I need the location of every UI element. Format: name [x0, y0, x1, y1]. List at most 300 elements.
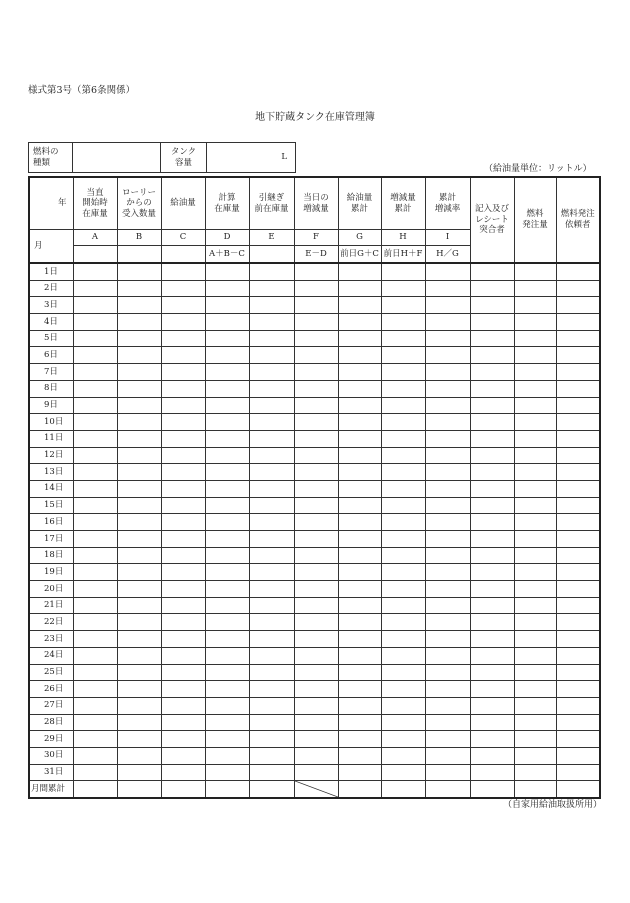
day-cell[interactable]	[249, 480, 294, 497]
day-cell[interactable]	[73, 664, 117, 681]
day-cell[interactable]	[249, 330, 294, 347]
day-cell[interactable]	[338, 397, 381, 414]
day-cell[interactable]	[514, 697, 556, 714]
day-cell[interactable]	[338, 647, 381, 664]
day-cell[interactable]	[205, 414, 249, 431]
day-cell[interactable]	[205, 547, 249, 564]
day-cell[interactable]	[205, 631, 249, 648]
day-cell[interactable]	[73, 297, 117, 314]
day-cell[interactable]	[381, 497, 425, 514]
day-cell[interactable]	[117, 364, 161, 381]
day-cell[interactable]	[556, 414, 600, 431]
day-cell[interactable]	[338, 614, 381, 631]
day-cell[interactable]	[425, 314, 470, 331]
day-cell[interactable]	[470, 447, 514, 464]
day-cell[interactable]	[117, 697, 161, 714]
day-cell[interactable]	[381, 714, 425, 731]
day-cell[interactable]	[205, 664, 249, 681]
day-cell[interactable]	[556, 464, 600, 481]
day-cell[interactable]	[73, 414, 117, 431]
day-cell[interactable]	[205, 531, 249, 548]
day-cell[interactable]	[161, 263, 205, 280]
day-cell[interactable]	[117, 397, 161, 414]
day-cell[interactable]	[161, 731, 205, 748]
day-cell[interactable]	[249, 397, 294, 414]
day-cell[interactable]	[294, 731, 338, 748]
day-cell[interactable]	[117, 347, 161, 364]
day-cell[interactable]	[556, 430, 600, 447]
day-cell[interactable]	[425, 581, 470, 598]
tank-capacity-field[interactable]	[207, 143, 296, 173]
day-cell[interactable]	[161, 714, 205, 731]
day-cell[interactable]	[161, 464, 205, 481]
day-cell[interactable]	[556, 697, 600, 714]
day-cell[interactable]	[294, 263, 338, 280]
day-cell[interactable]	[205, 263, 249, 280]
day-cell[interactable]	[425, 647, 470, 664]
day-cell[interactable]	[73, 263, 117, 280]
day-cell[interactable]	[556, 631, 600, 648]
day-cell[interactable]	[338, 597, 381, 614]
day-cell[interactable]	[294, 647, 338, 664]
day-cell[interactable]	[117, 647, 161, 664]
day-cell[interactable]	[470, 364, 514, 381]
day-cell[interactable]	[556, 514, 600, 531]
day-cell[interactable]	[556, 581, 600, 598]
day-cell[interactable]	[73, 547, 117, 564]
day-cell[interactable]	[294, 347, 338, 364]
day-cell[interactable]	[470, 647, 514, 664]
day-cell[interactable]	[556, 731, 600, 748]
day-cell[interactable]	[381, 597, 425, 614]
day-cell[interactable]	[161, 480, 205, 497]
day-cell[interactable]	[381, 447, 425, 464]
day-cell[interactable]	[161, 747, 205, 764]
day-cell[interactable]	[381, 631, 425, 648]
day-cell[interactable]	[470, 280, 514, 297]
day-cell[interactable]	[514, 314, 556, 331]
day-cell[interactable]	[470, 714, 514, 731]
day-cell[interactable]	[514, 297, 556, 314]
day-cell[interactable]	[514, 497, 556, 514]
day-cell[interactable]	[117, 314, 161, 331]
day-cell[interactable]	[470, 397, 514, 414]
day-cell[interactable]	[161, 514, 205, 531]
fuel-type-value[interactable]	[73, 143, 161, 173]
day-cell[interactable]	[73, 697, 117, 714]
day-cell[interactable]	[425, 297, 470, 314]
day-cell[interactable]	[556, 764, 600, 781]
day-cell[interactable]	[381, 364, 425, 381]
day-cell[interactable]	[294, 614, 338, 631]
day-cell[interactable]	[73, 647, 117, 664]
day-cell[interactable]	[205, 581, 249, 598]
day-cell[interactable]	[381, 263, 425, 280]
day-cell[interactable]	[556, 297, 600, 314]
day-cell[interactable]	[470, 263, 514, 280]
day-cell[interactable]	[73, 447, 117, 464]
day-cell[interactable]	[161, 531, 205, 548]
day-cell[interactable]	[425, 631, 470, 648]
day-cell[interactable]	[338, 631, 381, 648]
day-cell[interactable]	[425, 614, 470, 631]
day-cell[interactable]	[205, 380, 249, 397]
day-cell[interactable]	[161, 280, 205, 297]
day-cell[interactable]	[425, 447, 470, 464]
day-cell[interactable]	[73, 764, 117, 781]
day-cell[interactable]	[161, 447, 205, 464]
day-cell[interactable]	[117, 464, 161, 481]
day-cell[interactable]	[73, 364, 117, 381]
day-cell[interactable]	[470, 631, 514, 648]
day-cell[interactable]	[117, 497, 161, 514]
day-cell[interactable]	[514, 664, 556, 681]
day-cell[interactable]	[205, 747, 249, 764]
day-cell[interactable]	[249, 564, 294, 581]
day-cell[interactable]	[338, 414, 381, 431]
day-cell[interactable]	[338, 330, 381, 347]
day-cell[interactable]	[470, 747, 514, 764]
day-cell[interactable]	[425, 597, 470, 614]
day-cell[interactable]	[381, 731, 425, 748]
day-cell[interactable]	[205, 564, 249, 581]
day-cell[interactable]	[205, 764, 249, 781]
day-cell[interactable]	[73, 747, 117, 764]
day-cell[interactable]	[161, 347, 205, 364]
day-cell[interactable]	[514, 430, 556, 447]
day-cell[interactable]	[425, 280, 470, 297]
day-cell[interactable]	[470, 497, 514, 514]
total-cell[interactable]	[556, 781, 600, 798]
day-cell[interactable]	[514, 681, 556, 698]
day-cell[interactable]	[249, 430, 294, 447]
day-cell[interactable]	[73, 464, 117, 481]
day-cell[interactable]	[117, 747, 161, 764]
day-cell[interactable]	[381, 464, 425, 481]
day-cell[interactable]	[73, 480, 117, 497]
day-cell[interactable]	[117, 564, 161, 581]
day-cell[interactable]	[381, 564, 425, 581]
day-cell[interactable]	[381, 514, 425, 531]
day-cell[interactable]	[556, 647, 600, 664]
day-cell[interactable]	[381, 380, 425, 397]
day-cell[interactable]	[381, 581, 425, 598]
day-cell[interactable]	[117, 731, 161, 748]
day-cell[interactable]	[514, 614, 556, 631]
day-cell[interactable]	[294, 447, 338, 464]
day-cell[interactable]	[556, 447, 600, 464]
day-cell[interactable]	[249, 347, 294, 364]
day-cell[interactable]	[556, 314, 600, 331]
day-cell[interactable]	[117, 547, 161, 564]
day-cell[interactable]	[73, 614, 117, 631]
day-cell[interactable]	[470, 430, 514, 447]
day-cell[interactable]	[161, 414, 205, 431]
day-cell[interactable]	[425, 547, 470, 564]
day-cell[interactable]	[338, 447, 381, 464]
day-cell[interactable]	[161, 581, 205, 598]
day-cell[interactable]	[205, 514, 249, 531]
day-cell[interactable]	[161, 597, 205, 614]
day-cell[interactable]	[294, 397, 338, 414]
day-cell[interactable]	[161, 430, 205, 447]
day-cell[interactable]	[161, 497, 205, 514]
day-cell[interactable]	[73, 430, 117, 447]
day-cell[interactable]	[556, 597, 600, 614]
day-cell[interactable]	[294, 664, 338, 681]
day-cell[interactable]	[117, 380, 161, 397]
day-cell[interactable]	[425, 414, 470, 431]
day-cell[interactable]	[470, 297, 514, 314]
day-cell[interactable]	[338, 380, 381, 397]
day-cell[interactable]	[381, 697, 425, 714]
day-cell[interactable]	[73, 314, 117, 331]
day-cell[interactable]	[556, 614, 600, 631]
day-cell[interactable]	[556, 714, 600, 731]
day-cell[interactable]	[161, 397, 205, 414]
day-cell[interactable]	[161, 380, 205, 397]
day-cell[interactable]	[73, 514, 117, 531]
day-cell[interactable]	[556, 397, 600, 414]
day-cell[interactable]	[294, 564, 338, 581]
day-cell[interactable]	[425, 380, 470, 397]
total-cell[interactable]	[117, 781, 161, 798]
day-cell[interactable]	[556, 497, 600, 514]
day-cell[interactable]	[556, 747, 600, 764]
day-cell[interactable]	[117, 280, 161, 297]
day-cell[interactable]	[425, 681, 470, 698]
total-cell[interactable]	[381, 781, 425, 798]
day-cell[interactable]	[425, 364, 470, 381]
day-cell[interactable]	[425, 714, 470, 731]
day-cell[interactable]	[470, 464, 514, 481]
day-cell[interactable]	[294, 280, 338, 297]
day-cell[interactable]	[425, 664, 470, 681]
day-cell[interactable]	[294, 480, 338, 497]
day-cell[interactable]	[470, 697, 514, 714]
day-cell[interactable]	[294, 581, 338, 598]
day-cell[interactable]	[249, 664, 294, 681]
day-cell[interactable]	[338, 497, 381, 514]
day-cell[interactable]	[249, 280, 294, 297]
day-cell[interactable]	[294, 531, 338, 548]
day-cell[interactable]	[425, 347, 470, 364]
day-cell[interactable]	[425, 697, 470, 714]
day-cell[interactable]	[249, 747, 294, 764]
day-cell[interactable]	[161, 631, 205, 648]
day-cell[interactable]	[161, 664, 205, 681]
day-cell[interactable]	[73, 714, 117, 731]
day-cell[interactable]	[117, 414, 161, 431]
day-cell[interactable]	[205, 364, 249, 381]
day-cell[interactable]	[514, 347, 556, 364]
day-cell[interactable]	[425, 397, 470, 414]
day-cell[interactable]	[470, 597, 514, 614]
day-cell[interactable]	[294, 514, 338, 531]
day-cell[interactable]	[470, 330, 514, 347]
day-cell[interactable]	[249, 714, 294, 731]
day-cell[interactable]	[249, 697, 294, 714]
day-cell[interactable]	[470, 380, 514, 397]
day-cell[interactable]	[161, 330, 205, 347]
day-cell[interactable]	[470, 681, 514, 698]
day-cell[interactable]	[470, 314, 514, 331]
day-cell[interactable]	[381, 430, 425, 447]
day-cell[interactable]	[73, 564, 117, 581]
day-cell[interactable]	[381, 747, 425, 764]
day-cell[interactable]	[556, 380, 600, 397]
day-cell[interactable]	[117, 430, 161, 447]
day-cell[interactable]	[338, 547, 381, 564]
day-cell[interactable]	[381, 681, 425, 698]
day-cell[interactable]	[249, 380, 294, 397]
day-cell[interactable]	[425, 514, 470, 531]
day-cell[interactable]	[338, 280, 381, 297]
day-cell[interactable]	[514, 380, 556, 397]
day-cell[interactable]	[294, 464, 338, 481]
day-cell[interactable]	[117, 581, 161, 598]
day-cell[interactable]	[205, 397, 249, 414]
day-cell[interactable]	[514, 464, 556, 481]
day-cell[interactable]	[425, 531, 470, 548]
day-cell[interactable]	[514, 330, 556, 347]
day-cell[interactable]	[556, 681, 600, 698]
day-cell[interactable]	[556, 330, 600, 347]
day-cell[interactable]	[338, 714, 381, 731]
day-cell[interactable]	[249, 614, 294, 631]
day-cell[interactable]	[381, 647, 425, 664]
day-cell[interactable]	[161, 364, 205, 381]
day-cell[interactable]	[381, 397, 425, 414]
day-cell[interactable]	[205, 597, 249, 614]
day-cell[interactable]	[338, 664, 381, 681]
day-cell[interactable]	[249, 597, 294, 614]
day-cell[interactable]	[73, 397, 117, 414]
day-cell[interactable]	[514, 364, 556, 381]
day-cell[interactable]	[117, 447, 161, 464]
total-cell[interactable]	[514, 781, 556, 798]
day-cell[interactable]	[381, 547, 425, 564]
day-cell[interactable]	[381, 297, 425, 314]
day-cell[interactable]	[73, 280, 117, 297]
day-cell[interactable]	[205, 297, 249, 314]
day-cell[interactable]	[425, 480, 470, 497]
day-cell[interactable]	[249, 447, 294, 464]
day-cell[interactable]	[249, 464, 294, 481]
day-cell[interactable]	[294, 314, 338, 331]
day-cell[interactable]	[205, 430, 249, 447]
day-cell[interactable]	[425, 747, 470, 764]
day-cell[interactable]	[117, 681, 161, 698]
day-cell[interactable]	[73, 347, 117, 364]
day-cell[interactable]	[161, 764, 205, 781]
day-cell[interactable]	[117, 263, 161, 280]
day-cell[interactable]	[294, 430, 338, 447]
day-cell[interactable]	[117, 597, 161, 614]
day-cell[interactable]	[338, 430, 381, 447]
day-cell[interactable]	[249, 414, 294, 431]
day-cell[interactable]	[556, 547, 600, 564]
day-cell[interactable]	[249, 764, 294, 781]
day-cell[interactable]	[470, 514, 514, 531]
day-cell[interactable]	[381, 314, 425, 331]
day-cell[interactable]	[381, 764, 425, 781]
day-cell[interactable]	[514, 564, 556, 581]
day-cell[interactable]	[249, 531, 294, 548]
total-cell[interactable]	[73, 781, 117, 798]
day-cell[interactable]	[381, 347, 425, 364]
day-cell[interactable]	[425, 731, 470, 748]
day-cell[interactable]	[514, 414, 556, 431]
day-cell[interactable]	[249, 647, 294, 664]
day-cell[interactable]	[470, 581, 514, 598]
day-cell[interactable]	[205, 464, 249, 481]
day-cell[interactable]	[205, 614, 249, 631]
day-cell[interactable]	[470, 564, 514, 581]
day-cell[interactable]	[294, 631, 338, 648]
day-cell[interactable]	[338, 514, 381, 531]
day-cell[interactable]	[556, 531, 600, 548]
day-cell[interactable]	[117, 764, 161, 781]
day-cell[interactable]	[294, 747, 338, 764]
day-cell[interactable]	[338, 314, 381, 331]
day-cell[interactable]	[470, 614, 514, 631]
total-cell[interactable]	[249, 781, 294, 798]
day-cell[interactable]	[470, 547, 514, 564]
day-cell[interactable]	[294, 330, 338, 347]
day-cell[interactable]	[294, 497, 338, 514]
day-cell[interactable]	[470, 664, 514, 681]
day-cell[interactable]	[556, 347, 600, 364]
day-cell[interactable]	[161, 647, 205, 664]
day-cell[interactable]	[514, 531, 556, 548]
day-cell[interactable]	[556, 364, 600, 381]
day-cell[interactable]	[381, 531, 425, 548]
day-cell[interactable]	[161, 297, 205, 314]
day-cell[interactable]	[514, 597, 556, 614]
day-cell[interactable]	[425, 564, 470, 581]
day-cell[interactable]	[294, 697, 338, 714]
day-cell[interactable]	[338, 747, 381, 764]
total-cell[interactable]	[338, 781, 381, 798]
day-cell[interactable]	[294, 714, 338, 731]
day-cell[interactable]	[338, 297, 381, 314]
day-cell[interactable]	[556, 280, 600, 297]
day-cell[interactable]	[381, 664, 425, 681]
day-cell[interactable]	[73, 631, 117, 648]
day-cell[interactable]	[117, 614, 161, 631]
day-cell[interactable]	[249, 297, 294, 314]
day-cell[interactable]	[470, 731, 514, 748]
day-cell[interactable]	[425, 497, 470, 514]
day-cell[interactable]	[117, 330, 161, 347]
day-cell[interactable]	[249, 364, 294, 381]
day-cell[interactable]	[338, 347, 381, 364]
day-cell[interactable]	[161, 697, 205, 714]
day-cell[interactable]	[205, 480, 249, 497]
day-cell[interactable]	[338, 464, 381, 481]
day-cell[interactable]	[117, 297, 161, 314]
day-cell[interactable]	[338, 263, 381, 280]
day-cell[interactable]	[249, 547, 294, 564]
day-cell[interactable]	[514, 631, 556, 648]
day-cell[interactable]	[338, 581, 381, 598]
day-cell[interactable]	[294, 414, 338, 431]
day-cell[interactable]	[73, 681, 117, 698]
day-cell[interactable]	[470, 764, 514, 781]
day-cell[interactable]	[161, 614, 205, 631]
day-cell[interactable]	[514, 263, 556, 280]
